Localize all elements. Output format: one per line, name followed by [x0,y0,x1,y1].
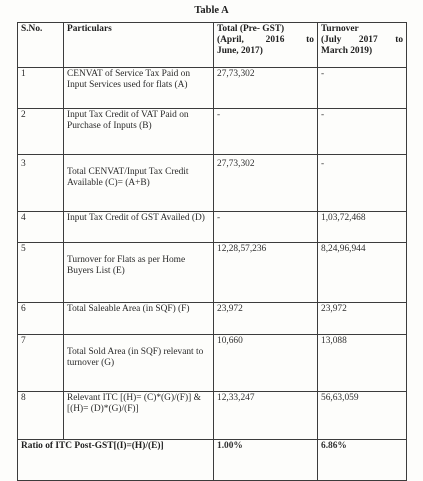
row-particulars: Relevant ITC [(H)= (C)*(G)/(F)] & [(H)= (D)*(G)/(F)] [64,392,214,440]
row-total: 27,73,302 [214,68,318,109]
row-sno: 6 [18,303,64,335]
table-row [18,68,407,109]
table-row [18,303,407,335]
header-total-line2: (April, 2016 to [217,35,314,45]
header-total-line3: June, 2017) [217,46,263,56]
row-sno: 1 [18,68,64,109]
row-particulars: Input Tax Credit of VAT Paid on Purchase of Inputs (B) [64,109,214,155]
row-turnover: 23,972 [318,303,407,335]
row-sno: 2 [18,109,64,155]
row-turnover: - [318,109,407,155]
header-turnover [318,23,407,68]
row-particulars: Total Sold Area (in SQF) relevant to turnover (G) [64,335,214,392]
table-row [18,155,407,212]
table-row [18,109,407,155]
row-particulars: Total CENVAT/Input Tax Credit Available (C)= (A+B) [64,155,214,212]
footer-label: Ratio of ITC Post-GST[(I)=(H)/(E)] [18,440,214,481]
header-turnover-line3: March 2019) [321,46,373,56]
row-sno: 4 [18,212,64,243]
header-sno: S.No. [18,23,64,68]
table-header-row [18,23,407,68]
row-total: 23,972 [214,303,318,335]
row-total: - [214,212,318,243]
table-title: Table A [194,5,229,16]
header-turnover-line2: (July 2017 to [321,35,403,45]
row-sno: 3 [18,155,64,212]
table-row [18,243,407,303]
row-turnover: 56,63,059 [318,392,407,440]
header-turnover-line1: Turnover [321,24,359,34]
table-row [18,392,407,440]
row-total: 27,73,302 [214,155,318,212]
row-total: 12,33,247 [214,392,318,440]
table-row [18,335,407,392]
header-total-line1: Total (Pre- GST) [217,24,285,34]
row-sno: 5 [18,243,64,303]
row-turnover: 8,24,96,944 [318,243,407,303]
header-particulars: Particulars [64,23,214,68]
row-particulars: Turnover for Flats as per Home Buyers List (E) [64,243,214,303]
row-particulars: Total Saleable Area (in SQF) (F) [64,303,214,335]
itc-table [17,22,407,481]
row-total: 10,660 [214,335,318,392]
row-turnover: - [318,155,407,212]
row-turnover: 1,03,72,468 [318,212,407,243]
row-particulars: CENVAT of Service Tax Paid on Input Services used for flats (A) [64,68,214,109]
row-total: - [214,109,318,155]
row-turnover: 13,088 [318,335,407,392]
table-row [18,212,407,243]
table-footer-row [18,440,407,481]
row-sno: 8 [18,392,64,440]
row-particulars: Input Tax Credit of GST Availed (D) [64,212,214,243]
row-total: 12,28,57,236 [214,243,318,303]
row-sno: 7 [18,335,64,392]
header-total [214,23,318,68]
footer-total: 1.00% [214,440,318,481]
row-turnover: - [318,68,407,109]
footer-turnover: 6.86% [318,440,407,481]
